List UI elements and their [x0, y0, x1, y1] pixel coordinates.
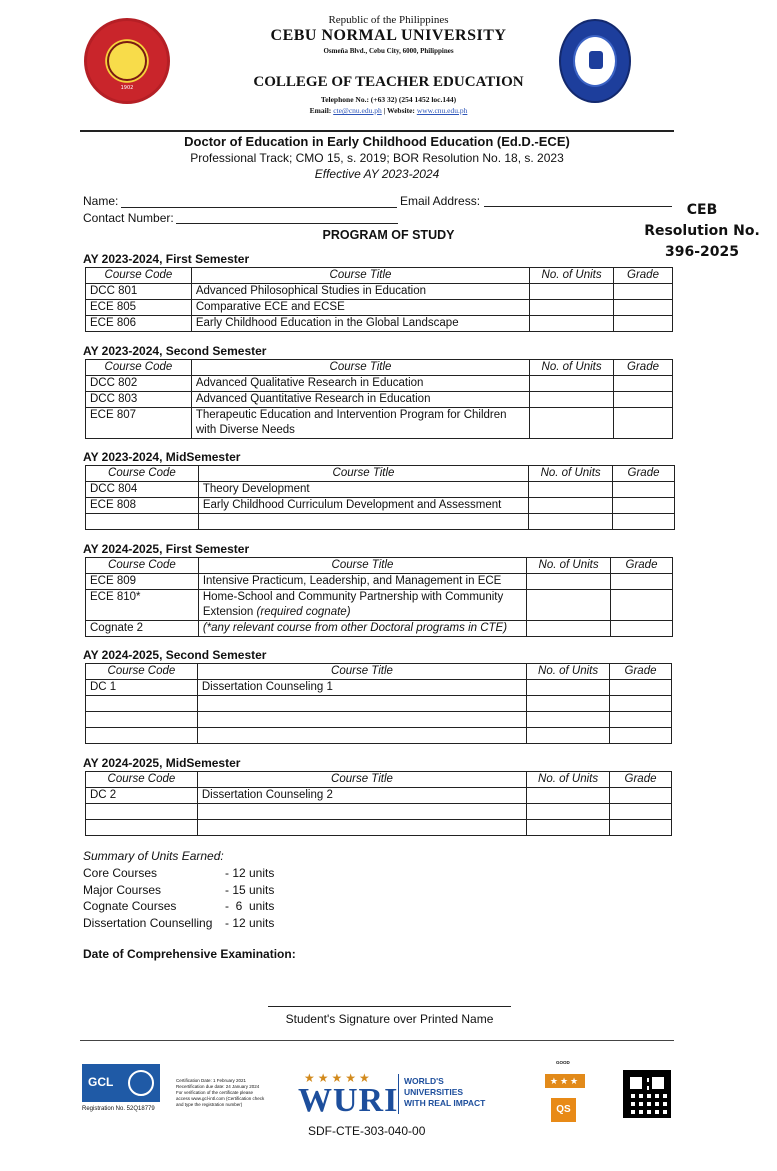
course-title: Early Childhood Curriculum Development and Assessment [198, 498, 528, 514]
semester-table [85, 557, 673, 637]
course-code-header: Course Code [86, 772, 198, 788]
grade-cell[interactable] [613, 482, 675, 498]
course-title[interactable] [197, 728, 526, 744]
course-code: DCC 801 [86, 284, 192, 300]
course-title[interactable] [197, 696, 526, 712]
units-cell[interactable] [527, 590, 611, 621]
grade-cell[interactable] [611, 590, 673, 621]
email-address-label: Email Address: [400, 194, 481, 208]
course-title-header: Course Title [197, 772, 526, 788]
table-row [86, 804, 672, 820]
cognate-note: (required cognate) [256, 606, 351, 618]
table-header-row [86, 360, 673, 376]
grade-cell[interactable] [610, 820, 672, 836]
table-row [86, 300, 673, 316]
wuri-logo: WURI [298, 1082, 399, 1119]
course-code-header: Course Code [86, 466, 199, 482]
program-of-study-heading: PROGRAM OF STUDY [322, 228, 455, 242]
grade-cell[interactable] [614, 408, 673, 439]
grade-cell[interactable] [611, 574, 673, 590]
course-title-line-2-text: Extension [202, 606, 254, 618]
table-row [86, 482, 675, 498]
summary-label: Dissertation Counselling [83, 915, 213, 930]
units-cell[interactable] [530, 392, 614, 408]
semester-title: AY 2023-2024, MidSemester [83, 450, 241, 464]
grade-cell[interactable] [614, 284, 673, 300]
telephone-line: Telephone No.: (+63 32) (254 1452 loc.144) [320, 95, 457, 104]
name-field[interactable] [121, 207, 397, 208]
units-cell[interactable] [527, 621, 611, 637]
course-code[interactable] [86, 804, 198, 820]
course-code: ECE 806 [86, 316, 192, 332]
summary-row [83, 865, 274, 882]
program-subtitle: Professional Track; CMO 15, s. 2019; BOR Resolution No. 18, s. 2023 [190, 151, 564, 165]
course-code[interactable] [86, 696, 198, 712]
grade-cell[interactable] [613, 514, 675, 530]
semester-table [85, 267, 673, 332]
qs-logo: QS [551, 1098, 576, 1122]
course-code: ECE 805 [86, 300, 192, 316]
course-title-line-1: Therapeutic Education and Intervention Program for Children [195, 409, 507, 421]
grade-cell[interactable] [614, 316, 673, 332]
contact-line [0, 106, 777, 115]
grade-cell[interactable] [614, 300, 673, 316]
units-cell[interactable] [527, 804, 610, 820]
table-row [86, 788, 672, 804]
wuri-tagline-2: UNIVERSITIES [404, 1087, 464, 1097]
course-code-header: Course Code [86, 268, 192, 284]
qs-stars-icon: ★★★ [545, 1074, 585, 1088]
course-code: ECE 809 [86, 574, 199, 590]
grade-header: Grade [611, 558, 673, 574]
course-title[interactable] [198, 514, 528, 530]
semester-table [85, 465, 675, 530]
course-code: DCC 803 [86, 392, 192, 408]
course-title[interactable] [197, 712, 526, 728]
grade-cell[interactable] [613, 498, 675, 514]
table-row [86, 498, 675, 514]
gcl-text: GCL [88, 1075, 114, 1089]
units-header: No. of Units [527, 664, 610, 680]
email-label: Email: [309, 106, 332, 115]
semester-title: AY 2023-2024, First Semester [83, 252, 250, 266]
program-title: Doctor of Education in Early Childhood Education (Ed.D.-ECE) [184, 134, 570, 149]
website-label: | Website: [383, 106, 415, 115]
course-code: ECE 807 [86, 408, 192, 439]
course-code: Cognate 2 [86, 621, 199, 637]
course-code[interactable] [86, 712, 198, 728]
course-title: Early Childhood Education in the Global Landscape [191, 316, 529, 332]
course-title: Advanced Philosophical Studies in Education [191, 284, 529, 300]
units-cell[interactable] [527, 728, 610, 744]
grade-cell[interactable] [610, 680, 672, 696]
course-title[interactable] [197, 820, 526, 836]
ukas-check-icon [128, 1070, 154, 1096]
semester-title: AY 2024-2025, MidSemester [83, 756, 241, 770]
course-title-header: Course Title [197, 664, 526, 680]
contact-number-field[interactable] [176, 223, 398, 224]
document-code: SDF-CTE-303-040-00 [308, 1124, 426, 1138]
qs-good-label: GOOD [556, 1060, 570, 1065]
grade-header: Grade [614, 268, 673, 284]
website-link[interactable]: www.cnu.edu.ph [416, 106, 468, 115]
wuri-divider [398, 1074, 399, 1114]
units-cell[interactable] [527, 820, 610, 836]
units-header: No. of Units [530, 360, 614, 376]
wuri-tagline-3: WITH REAL IMPACT [404, 1098, 486, 1108]
course-code[interactable] [86, 514, 199, 530]
units-cell[interactable] [529, 514, 613, 530]
course-title: Advanced Qualitative Research in Education [191, 376, 529, 392]
grade-cell[interactable] [610, 804, 672, 820]
wuri-stars-icon: ★★★★★ [304, 1071, 373, 1085]
table-row [86, 621, 673, 637]
units-header: No. of Units [529, 466, 613, 482]
college-name: COLLEGE OF TEACHER EDUCATION [253, 74, 524, 90]
signature-field[interactable] [268, 1006, 511, 1007]
course-code-header: Course Code [86, 664, 198, 680]
summary-row [83, 898, 274, 915]
units-cell[interactable] [527, 712, 610, 728]
ceb-line-2: Resolution No. [644, 223, 760, 239]
table-header-row [86, 268, 673, 284]
name-label: Name: [83, 194, 119, 208]
table-row [86, 712, 672, 728]
table-header-row [86, 664, 672, 680]
course-title-header: Course Title [198, 558, 526, 574]
units-summary [83, 849, 274, 931]
certification-note: Certification Date: 1 February 2021 Recertification due date: 24 January 2024 For verification of the certificate please access www.gcl-intl.com (Certification check and type the registration number) [176, 1078, 265, 1107]
wuri-tagline [404, 1076, 485, 1109]
course-code: ECE 810* [86, 590, 199, 621]
course-title-line-1: Home-School and Community Partnership with Community [202, 591, 504, 603]
semester-title: AY 2024-2025, First Semester [83, 542, 250, 556]
seal-year: 1902 [120, 85, 134, 91]
semester-table [85, 359, 673, 439]
units-cell[interactable] [530, 408, 614, 439]
summary-label: Major Courses [83, 882, 162, 897]
header-divider [80, 130, 674, 132]
table-header-row [86, 772, 672, 788]
course-code: DCC 804 [86, 482, 199, 498]
course-title-line-2 [203, 605, 522, 620]
table-row [86, 696, 672, 712]
units-cell[interactable] [530, 284, 614, 300]
course-title[interactable] [197, 804, 526, 820]
units-cell[interactable] [530, 316, 614, 332]
grade-header: Grade [610, 772, 672, 788]
grade-cell[interactable] [614, 392, 673, 408]
grade-header: Grade [614, 360, 673, 376]
semester-title: AY 2023-2024, Second Semester [83, 344, 267, 358]
registration-number: Registration No. 52Q18779 [82, 1106, 155, 1112]
semester-table [85, 663, 672, 744]
units-cell[interactable] [530, 300, 614, 316]
university-name: CEBU NORMAL UNIVERSITY [270, 27, 507, 44]
units-cell[interactable] [527, 680, 610, 696]
course-title: Advanced Quantitative Research in Education [191, 392, 529, 408]
wuri-tagline-1: WORLD'S [404, 1076, 444, 1086]
table-row [86, 514, 675, 530]
table-row [86, 284, 673, 300]
course-code: DC 1 [86, 680, 198, 696]
grade-header: Grade [613, 466, 675, 482]
course-title: Dissertation Counseling 2 [197, 788, 526, 804]
course-code: DC 2 [86, 788, 198, 804]
semester-table [85, 771, 672, 836]
table-row [86, 316, 673, 332]
course-title [198, 590, 526, 621]
grade-header: Grade [610, 664, 672, 680]
course-code[interactable] [86, 820, 198, 836]
units-cell[interactable] [527, 696, 610, 712]
units-cell[interactable] [527, 574, 611, 590]
units-header: No. of Units [527, 558, 611, 574]
table-row [86, 574, 673, 590]
table-row [86, 820, 672, 836]
course-title: Theory Development [198, 482, 528, 498]
summary-value: - 15 units [225, 882, 275, 897]
course-code-header: Course Code [86, 360, 192, 376]
grade-cell[interactable] [610, 712, 672, 728]
course-title: Comparative ECE and ECSE [191, 300, 529, 316]
grade-cell[interactable] [610, 788, 672, 804]
ceb-line-1: CEB [686, 202, 718, 218]
semester-title: AY 2024-2025, Second Semester [83, 648, 267, 662]
table-row [86, 728, 672, 744]
grade-cell[interactable] [611, 621, 673, 637]
summary-label: Core Courses [83, 866, 158, 880]
course-title: (*any relevant course from other Doctoral programs in CTE) [198, 621, 526, 637]
units-cell[interactable] [529, 482, 613, 498]
summary-label: Cognate Courses [83, 899, 177, 913]
summary-value: - 6 units [225, 899, 275, 913]
course-code: DCC 802 [86, 376, 192, 392]
units-cell[interactable] [529, 498, 613, 514]
summary-row [83, 915, 274, 932]
table-row [86, 680, 672, 696]
table-row [86, 392, 673, 408]
table-row [86, 376, 673, 392]
comprehensive-exam-label: Date of Comprehensive Examination: [83, 947, 296, 961]
summary-row [83, 882, 274, 899]
summary-value: - 12 units [225, 866, 275, 880]
course-title-header: Course Title [191, 360, 529, 376]
summary-value: - 12 units [225, 915, 275, 930]
table-row [86, 408, 673, 439]
gcl-certification-logo [82, 1064, 160, 1102]
contact-number-label: Contact Number: [83, 211, 174, 225]
university-address: Osmeña Blvd., Cebu City, 6000, Philippines [323, 47, 454, 55]
course-title: Intensive Practicum, Leadership, and Management in ECE [198, 574, 526, 590]
course-code-header: Course Code [86, 558, 199, 574]
footer-divider [80, 1040, 674, 1041]
email-link[interactable]: cte@cnu.edu.ph [333, 106, 382, 115]
course-code[interactable] [86, 728, 198, 744]
units-cell[interactable] [530, 376, 614, 392]
course-title: Dissertation Counseling 1 [197, 680, 526, 696]
table-header-row [86, 558, 673, 574]
program-effective: Effective AY 2023-2024 [314, 167, 440, 181]
republic-label: Republic of the Philippines [328, 14, 449, 26]
course-title [191, 408, 529, 439]
summary-heading: Summary of Units Earned: [83, 849, 224, 863]
course-title-header: Course Title [191, 268, 529, 284]
ceb-line-3: 396-2025 [665, 244, 739, 260]
grade-cell[interactable] [610, 728, 672, 744]
table-header-row [86, 466, 675, 482]
units-header: No. of Units [527, 772, 610, 788]
units-header: No. of Units [530, 268, 614, 284]
grade-cell[interactable] [614, 376, 673, 392]
units-cell[interactable] [527, 788, 610, 804]
table-row [86, 590, 673, 621]
grade-cell[interactable] [610, 696, 672, 712]
course-code: ECE 808 [86, 498, 199, 514]
course-title-line-2: with Diverse Needs [195, 424, 295, 436]
signature-label: Student's Signature over Printed Name [285, 1012, 494, 1026]
qr-code-icon[interactable] [623, 1070, 671, 1118]
course-title-header: Course Title [198, 466, 528, 482]
